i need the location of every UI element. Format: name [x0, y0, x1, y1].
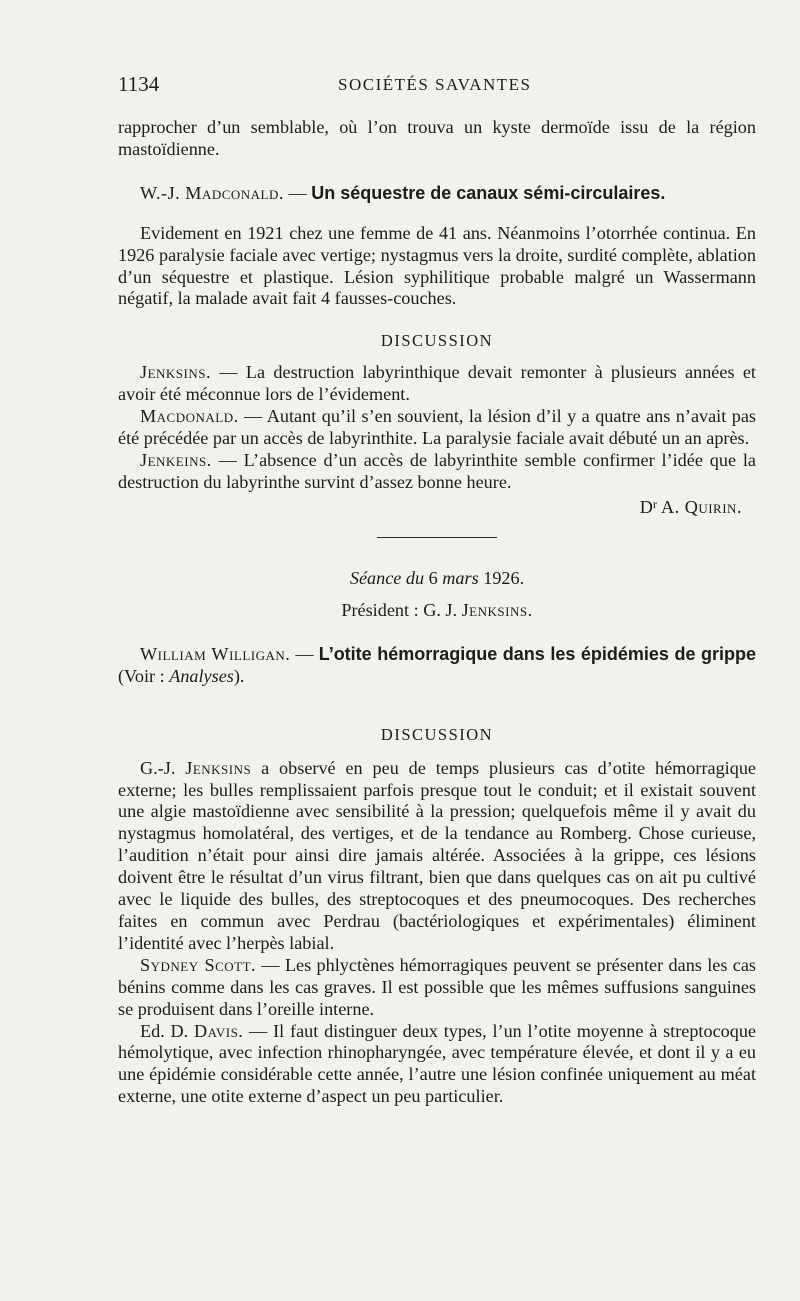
session-date-prefix: Séance du — [349, 568, 425, 589]
discussion2-entry — [118, 955, 756, 1021]
entry-text: — Autant qu’il s’en souvient, la lésion d’il y a quatre ans n’avait pas été précédée par un accès de labyrinthite. La paralysie faciale avait débuté un an après. — [118, 406, 756, 448]
session-date — [118, 568, 756, 590]
president-name: Jenksins. — [461, 600, 533, 620]
article1-dash: — — [283, 182, 312, 203]
signature-name: A. Quirin. — [656, 496, 742, 517]
article2-ref-open: (Voir : — [118, 665, 170, 686]
discussion1-entries — [118, 362, 756, 518]
discussion2-entries — [118, 758, 756, 1109]
signature-sup: r — [652, 496, 657, 511]
intro-paragraph: rapprocher d’un semblable, où l’on trouva un kyste dermoïde issu de la région mastoïdienne. — [118, 117, 756, 159]
speaker-name: Sydney Scott. — [140, 954, 257, 975]
page-body — [118, 117, 756, 1108]
session-date-month: mars — [442, 568, 479, 589]
speaker-name: Jenksins. — [140, 362, 212, 383]
article1-title: Un séquestre de canaux sémi-circulaires. — [311, 182, 666, 203]
article1-author: W.-J. Madconald. — [140, 182, 284, 203]
article2-heading — [118, 644, 756, 688]
article2-ref-close: ). — [233, 665, 245, 686]
article2-dash: — — [290, 643, 319, 664]
entry-text: — Les phlyctènes hémorragiques peuvent se présenter dans les cas bénins comme dans les cas graves. Il est possible que les mêmes suffusions sanguines se produisent dans l’oreille interne. — [118, 954, 756, 1019]
speaker-prefix: G.-J. — [140, 757, 186, 778]
speaker-prefix: Ed. D. — [140, 1020, 195, 1041]
article2-title: L’otite hémorragique dans les épidémies de grippe — [318, 643, 757, 664]
session-date-day: 6 — [424, 568, 443, 589]
president-label: Président : G. J. — [341, 600, 462, 620]
signature — [118, 494, 756, 519]
entry-text: — La destruction labyrinthique devait remonter à plusieurs années et avoir été méconnue lors de l’évidement. — [118, 362, 756, 405]
article2-author: William Willigan. — [140, 643, 291, 664]
discussion1-entry — [118, 406, 756, 450]
session-date-year: 1926. — [478, 568, 525, 589]
entry-text: — Il faut distinguer deux types, l’un l’otite moyenne à streptocoque hémolytique, avec infection rhinopharyngée, avec température élevée, et dont il y a eu une épidémie considérable cette année, l’autre une lésion confinée uniquement au méat externe, une otite externe d’aspect un peu particulier. — [118, 1020, 756, 1107]
article1-heading — [118, 183, 756, 205]
discussion1-entry — [118, 362, 756, 406]
discussion2-heading: DISCUSSION — [380, 724, 494, 744]
discussion2-entry — [118, 1021, 756, 1109]
section-divider — [118, 537, 756, 539]
running-head: SOCIÉTÉS SAVANTES — [338, 75, 532, 94]
speaker-name: Jenksins — [185, 757, 252, 778]
article2-ref: Analyses — [169, 665, 234, 686]
discussion1-heading: DISCUSSION — [380, 331, 494, 351]
session-president — [118, 600, 756, 622]
entry-text: — L’absence d’un accès de labyrinthite semble confirmer l’idée que la destruction du labyrinthe survint d’assez bonne heure. — [118, 449, 756, 492]
entry-text: a observé en peu de temps plusieurs cas d’otite hémorragique externe; les bulles remplissaient parfois presque tout le conduit; et il existait souvent une algie mastoïdienne avec sensibilité à la pression; quelquefois même il y avait du nystagmus homolatéral, des vertiges, et de la tendance au Romberg. Chose curieuse, l’audition n’était pour ainsi dire jamais altérée. Associées à la grippe, ces lésions doivent être le résultat d’un virus filtrant, bien que dans quelques cas on ait pu cultivé avec le liquide des bulles, des streptocoques et des pneumocoques. Des recherches faites en commun avec Perdrau (bactériologiques et expérimentales) éliminent l’identité avec l’herpès labial. — [118, 757, 756, 953]
speaker-name: Davis. — [194, 1020, 244, 1041]
speaker-name: Macdonald. — [140, 406, 239, 427]
page-header — [118, 72, 758, 102]
discussion1-entry — [118, 450, 756, 494]
page-number: 1134 — [118, 72, 160, 96]
article1-body: Evidement en 1921 chez une femme de 41 ans. Néanmoins l’otorrhée continua. En 1926 paralysie faciale avec vertige; nystagmus vers la droite, surdité complète, ablation d’un séquestre et plastique. Lésion syphilitique probable malgré un Wassermann négatif, la malade avait fait 4 fausses-couches. — [118, 222, 756, 309]
speaker-name: Jenkeins. — [140, 449, 212, 470]
signature-prefix: D — [639, 496, 653, 517]
discussion2-entry — [118, 758, 756, 955]
